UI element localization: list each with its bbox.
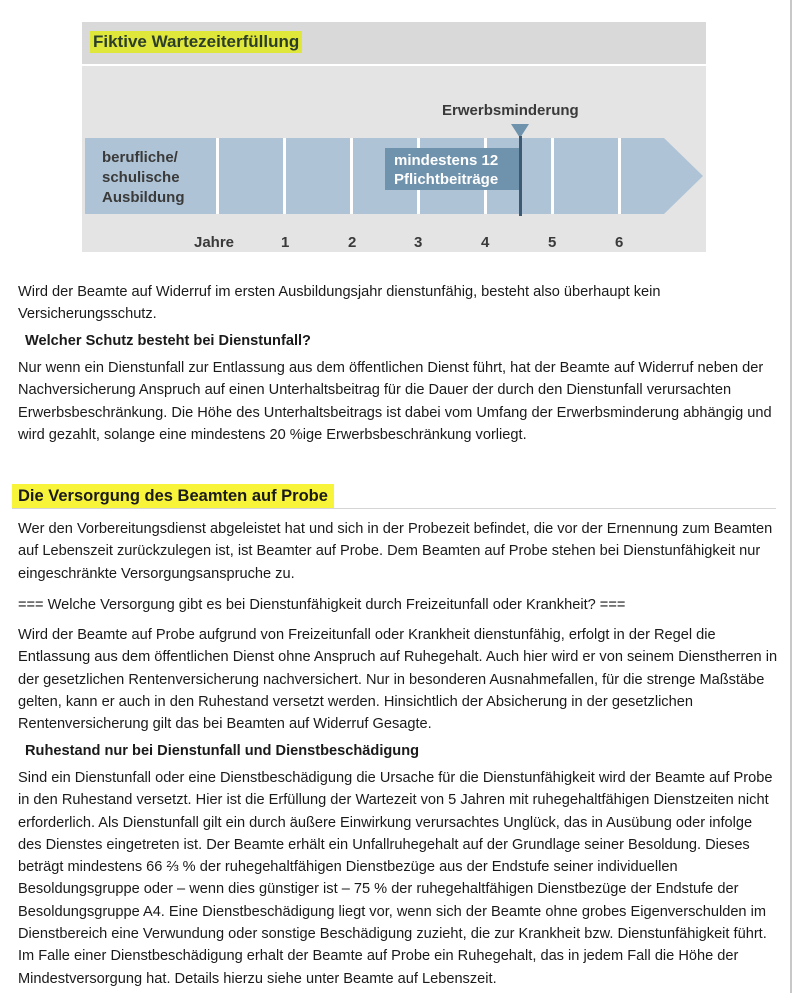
timeline-diagram xyxy=(82,66,706,252)
tick-label: 4 xyxy=(481,234,490,251)
figure-body xyxy=(82,66,706,252)
paragraph-freizeitunfall: Wird der Beamte auf Probe aufgrund von Freizeitunfall oder Krankheit dienstunfähig, erfolgt in der Regel die Entlassung aus dem öffentlichen Dienst ohne Anspruch auf Ruhegehalt. Auch hier wird er von seinem Dienstherren in der gesetzlichen Rentenversicherung nachversichert. Nur in besonderen Ausnahmefallen, für die strenge Maßstäbe gelten, kann er auch in den Ruhestand versetzt werden. Hinsichtlich der Absicherung in der gesetzlichen Rentenversicherung gilt das bei Beamten auf Widerruf Gesagte. xyxy=(18,627,778,733)
first-segment-line2: schulische xyxy=(102,169,180,186)
timeline-figure xyxy=(82,22,706,252)
first-segment-line1: berufliche/ xyxy=(102,149,178,166)
first-segment-line3: Ausbildung xyxy=(102,189,185,206)
subheading-dienstunfall: Welcher Schutz besteht bei Dienstunfall? xyxy=(25,333,311,349)
segment-divider xyxy=(618,138,621,214)
tick-label: 1 xyxy=(281,234,290,251)
marker-line xyxy=(519,136,522,216)
section-divider xyxy=(12,508,776,509)
tick-label: 3 xyxy=(414,234,423,251)
intro-paragraph: Wird der Beamte auf Widerruf im ersten Ausbildungsjahr dienstunfähig, besteht also überhaupt kein Versicherungsschutz. xyxy=(18,284,661,323)
figure-title: Fiktive Wartezeiterfüllung xyxy=(90,31,302,53)
tick-label: 6 xyxy=(615,234,624,251)
segment-divider xyxy=(350,138,353,214)
box-label-line2: Pflichtbeiträge xyxy=(394,171,499,188)
segment-divider xyxy=(551,138,554,214)
axis-label: Jahre xyxy=(194,234,235,251)
box-label-line1: mindestens 12 xyxy=(394,152,499,169)
section-title: Die Versorgung des Beamten auf Probe xyxy=(12,484,334,508)
tick-label: 5 xyxy=(548,234,557,251)
marker-label: Erwerbsminderung xyxy=(442,102,579,119)
marker-triangle xyxy=(511,124,529,138)
figure-header xyxy=(82,22,706,66)
paragraph-question-heading: === Welche Versorgung gibt es bei Dienstunfähigkeit durch Freizeitunfall oder Krankheit? === xyxy=(18,597,626,613)
subheading-ruhestand: Ruhestand nur bei Dienstunfall und Dienstbeschädigung xyxy=(25,743,420,759)
paragraph-ruhestand: Sind ein Dienstunfall oder eine Dienstbeschädigung die Ursache für die Dienstunfähigkeit wird der Beamte auf Probe in den Ruhestand versetzt. Hier ist die Erfüllung der Wartezeit von 5 Jahren mit ruhegehaltfähigen Dienstzeiten nicht erforderlich. Als Dienstunfall gilt ein durch äußere Einwirkung verursachtes Unglück, das in Ausübung oder infolge des Dienstes eingetreten ist. Der Beamte erhält ein Unfallruhegehalt auf der Grundlage seiner Besoldung. Dieses beträgt mindestens 66 ⅔ % der ruhegehaltfähigen Dienstbezüge aus der Endstufe seiner individuellen Besoldungsgruppe oder – wenn dies günstiger ist – 75 % der ruhegehaltfähigen Dienstbezüge der Endstufe der Besoldungsgruppe A4. Eine Dienstbeschädigung liegt vor, wenn sich der Beamte ohne grobes Eigenverschulden im Dienstbereich eine Verwundung oder sonstige Beschädigung zuzieht, die zur Krankheit bzw. Dienstunfähigkeit führt. Im Falle einer Dienstbeschädigung erhalt der Beamte auf Probe ein Ruhegehalt, das in jedem Fall die Höhe der Mindestversorgung hat. Details hierzu siehe unter Beamte auf Lebenszeit. xyxy=(18,770,773,987)
paragraph-beamter-auf-probe: Wer den Vorbereitungsdienst abgeleistet hat und sich in der Probezeit befindet, die vor der Ernennung zum Beamten auf Lebenszeit zurückzulegen ist, ist Beamter auf Probe. Dem Beamten auf Probe stehen bei Dienstunfähigkeit nur eingeschränkte Versorgungsanspruche zu. xyxy=(18,521,773,582)
tick-label: 2 xyxy=(348,234,357,251)
paragraph-dienstunfall: Nur wenn ein Dienstunfall zur Entlassung aus dem öffentlichen Dienst führt, hat der Beamte auf Widerruf neben der Nachversicherung Anspruch auf einen Unterhaltsbeitrag für die Dauer der durch den Dienstunfall verursachten Erwerbsbeschränkung. Die Höhe des Unterhaltsbeitrags ist dabei vom Umfang der Erwerbsminderung abhängig und wird gezahlt, solange eine mindestens 20 %ige Erwerbsbeschränkung vorliegt. xyxy=(18,360,772,443)
segment-divider xyxy=(216,138,219,214)
segment-divider xyxy=(283,138,286,214)
